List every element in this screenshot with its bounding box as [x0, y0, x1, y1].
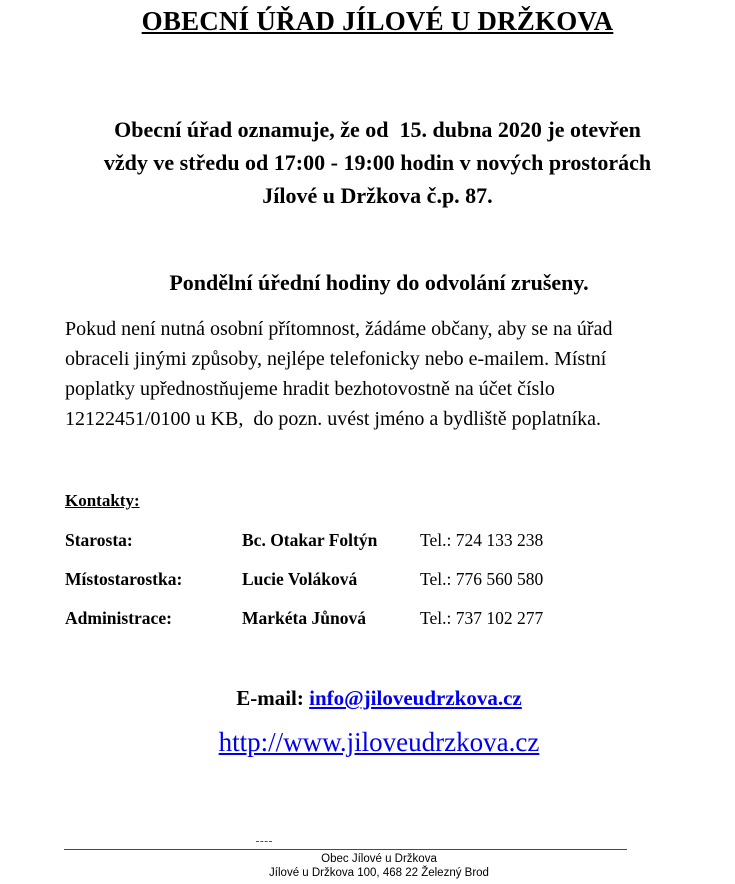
footer-line: Obec Jílové u Držkova — [321, 853, 437, 865]
email-line — [0, 686, 735, 711]
contact-name: Bc. Otakar Foltýn — [242, 530, 378, 550]
contacts-heading: Kontakty: — [65, 491, 140, 510]
announcement-line: Obecní úřad oznamuje, že od 15. dubna 2020 je otevřen — [114, 117, 641, 142]
body-line: poplatky upřednostňujeme hradit bezhotovostně na účet číslo — [65, 378, 555, 400]
announcement — [0, 113, 735, 212]
body-line: obraceli jinými způsoby, nejlépe telefonicky nebo e-mailem. Místní — [65, 348, 607, 370]
contact-phone: Tel.: 724 133 238 — [420, 530, 544, 550]
email-label: E-mail: — [236, 686, 310, 710]
body-line: Pokud není nutná osobní přítomnost, žádáme občany, aby se na úřad — [65, 318, 613, 340]
footer-divider — [64, 849, 627, 850]
contact-role: Administrace: — [65, 608, 172, 628]
body-line: 12122451/0100 u KB, do pozn. uvést jméno a bydliště poplatníka. — [65, 408, 602, 430]
contact-role: Místostarostka: — [65, 569, 183, 589]
contact-name: Markéta Jůnová — [242, 608, 366, 628]
announcement-line: vždy ve středu od 17:00 - 19:00 hodin v nových prostorách — [103, 150, 652, 175]
contact-row-administrace — [65, 608, 625, 632]
announcement-line: Jílové u Držkova č.p. 87. — [262, 183, 493, 208]
contact-row-mistostarostka — [65, 569, 625, 593]
email-link[interactable]: info@jiloveudrzkova.cz — [309, 686, 522, 710]
contact-role: Starosta: — [65, 530, 133, 550]
contact-row-starosta — [65, 530, 625, 554]
footer-line: Jílové u Držkova 100, 468 22 Železný Brod — [269, 867, 489, 879]
footer-dash — [256, 841, 272, 842]
footer — [0, 852, 735, 880]
contact-phone: Tel.: 737 102 277 — [420, 608, 544, 628]
website-line — [0, 727, 735, 758]
page-title: OBECNÍ ÚŘAD JÍLOVÉ U DRŽKOVA — [141, 6, 614, 36]
body-paragraph — [65, 314, 705, 434]
contact-name: Lucie Voláková — [242, 569, 358, 589]
contact-phone: Tel.: 776 560 580 — [420, 569, 544, 589]
cancelled-notice: Pondělní úřední hodiny do odvolání zrušeny. — [169, 270, 589, 295]
website-link[interactable]: http://www.jiloveudrzkova.cz — [218, 727, 540, 757]
